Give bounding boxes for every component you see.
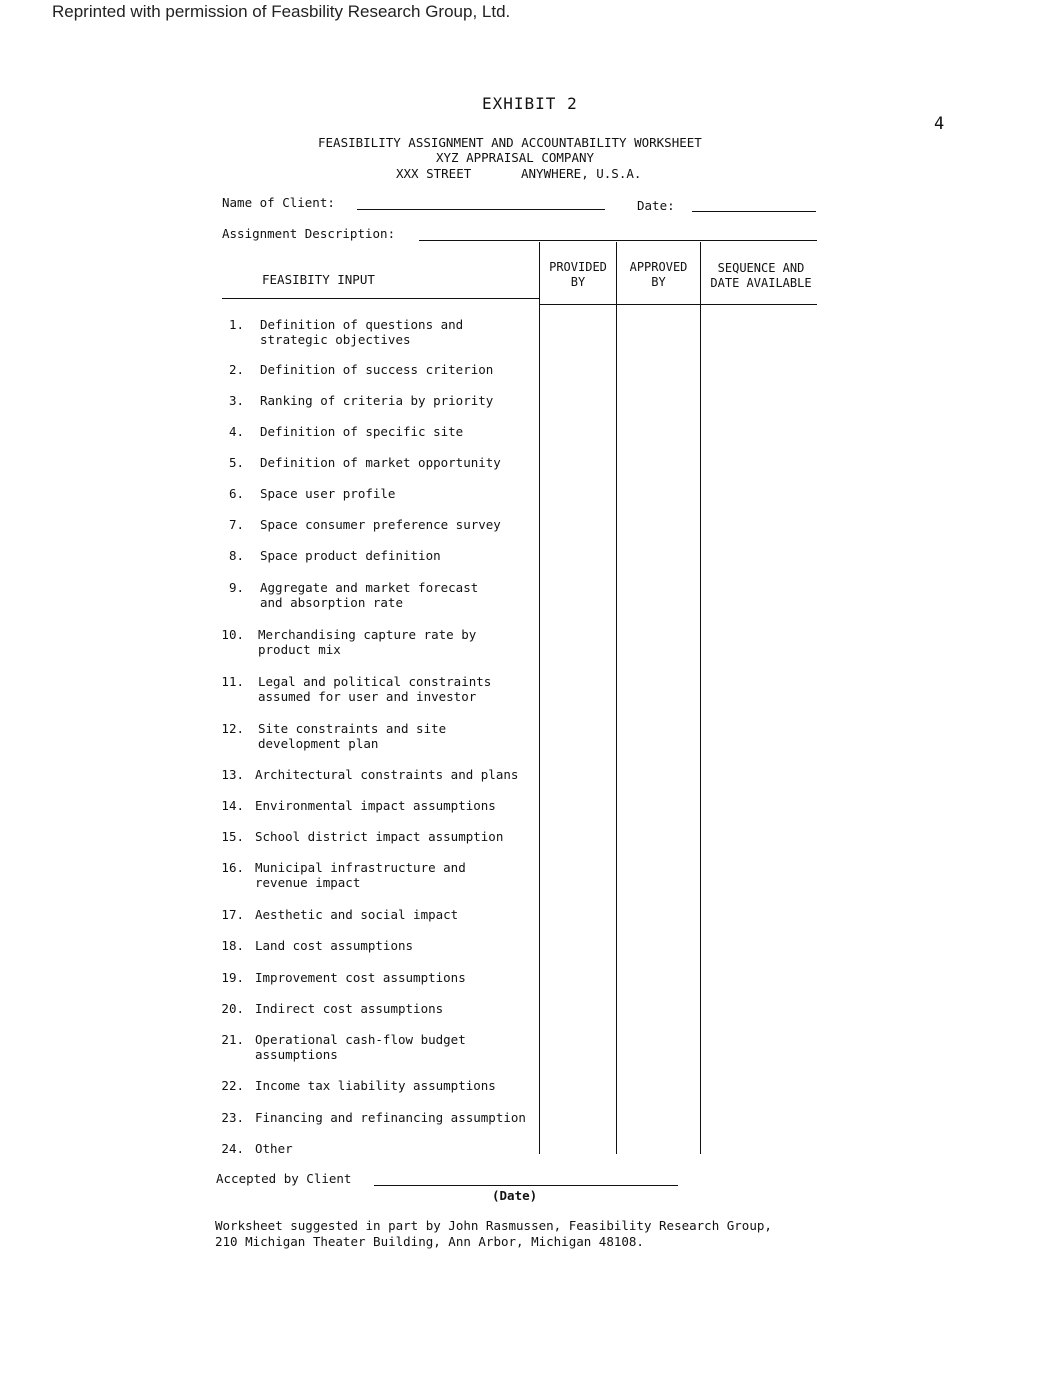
item-number: 22. <box>221 1078 244 1093</box>
item-text <box>255 798 496 813</box>
item-text-line: Definition of questions and <box>260 317 464 332</box>
item-text-line: Space product definition <box>260 548 441 563</box>
item-number: 8. <box>228 548 244 563</box>
item-text-line: Improvement cost assumptions <box>255 970 466 985</box>
item-number: 24. <box>221 1141 244 1156</box>
item-text-line: Other <box>255 1141 293 1156</box>
item-text-line: revenue impact <box>255 875 361 890</box>
column-header-sequence-line1: SEQUENCE AND <box>717 261 805 275</box>
accepted-by-field[interactable] <box>374 1185 678 1186</box>
item-text-line: Financing and refinancing assumption <box>255 1110 526 1125</box>
item-text-line: Site constraints and site <box>258 721 447 736</box>
table-header-rule-left <box>222 298 539 299</box>
column-header-sequence-line2: DATE AVAILABLE <box>710 276 812 290</box>
item-text <box>260 580 478 610</box>
item-number: 4. <box>228 424 244 439</box>
item-text-line: Space user profile <box>260 486 396 501</box>
item-text <box>255 1141 293 1156</box>
item-text <box>258 627 476 657</box>
item-number: 11. <box>221 674 244 689</box>
item-text-line: Aggregate and market forecast <box>260 580 479 595</box>
item-text <box>260 362 493 377</box>
item-number: 5. <box>228 455 244 470</box>
item-number: 6. <box>228 486 244 501</box>
footer-line-2: 210 Michigan Theater Building, Ann Arbor, Michigan 48108. <box>215 1234 644 1249</box>
item-text <box>260 517 501 532</box>
item-number: 20. <box>221 1001 244 1016</box>
column-divider-approved <box>616 242 617 1154</box>
item-number: 23. <box>221 1110 244 1125</box>
item-text <box>255 1001 443 1016</box>
item-text-line: Space consumer preference survey <box>260 517 501 532</box>
item-text <box>255 829 503 844</box>
item-text-line: Aesthetic and social impact <box>255 907 459 922</box>
item-text-line: Environmental impact assumptions <box>255 798 496 813</box>
column-header-approved-line2: BY <box>651 275 666 289</box>
item-number: 10. <box>221 627 244 642</box>
item-text-line: Indirect cost assumptions <box>255 1001 444 1016</box>
footer-line-1: Worksheet suggested in part by John Rasmussen, Feasibility Research Group, <box>215 1218 772 1233</box>
item-text <box>255 907 458 922</box>
item-text <box>255 970 466 985</box>
item-number: 7. <box>228 517 244 532</box>
item-number: 12. <box>221 721 244 736</box>
item-number: 21. <box>221 1032 244 1047</box>
item-text-line: Legal and political constraints <box>258 674 492 689</box>
item-text-line: Ranking of criteria by priority <box>260 393 494 408</box>
item-text <box>260 424 463 439</box>
item-text-line: product mix <box>258 642 341 657</box>
item-text <box>255 767 518 782</box>
item-text-line: Income tax liability assumptions <box>255 1078 496 1093</box>
item-text-line: strategic objectives <box>260 332 411 347</box>
item-text <box>255 938 413 953</box>
company-name: XYZ APPRAISAL COMPANY <box>436 150 595 165</box>
item-number: 16. <box>221 860 244 875</box>
column-header-provided-line2: BY <box>570 275 586 289</box>
column-divider-sequence <box>700 242 701 1154</box>
item-text <box>260 393 493 408</box>
item-number: 14. <box>221 798 244 813</box>
item-text-line: assumptions <box>255 1047 338 1062</box>
client-field[interactable] <box>357 209 605 210</box>
item-text-line: Municipal infrastructure and <box>255 860 466 875</box>
item-number: 1. <box>228 317 244 332</box>
footer-note <box>215 1218 772 1250</box>
item-text-line: Operational cash-flow budget <box>255 1032 466 1047</box>
company-street: XXX STREET <box>396 166 472 181</box>
date-field[interactable] <box>692 211 816 212</box>
item-text <box>260 548 441 563</box>
date-label: Date: <box>637 198 675 213</box>
item-text <box>258 721 446 751</box>
column-header-approved-line1: APPROVED <box>629 260 688 274</box>
item-text <box>255 1110 526 1125</box>
column-header-provided <box>540 260 616 290</box>
item-text <box>255 1078 496 1093</box>
item-number: 2. <box>228 362 244 377</box>
item-number: 15. <box>221 829 244 844</box>
item-text-line: Definition of success criterion <box>260 362 494 377</box>
item-number: 13. <box>221 767 244 782</box>
table-header-rule-right <box>539 304 817 305</box>
item-text <box>255 1032 466 1062</box>
column-header-approved <box>617 260 700 290</box>
worksheet-title: FEASIBILITY ASSIGNMENT AND ACCOUNTABILITY WORKSHEET <box>318 135 702 150</box>
client-label: Name of Client: <box>222 195 335 210</box>
item-text-line: School district impact assumption <box>255 829 504 844</box>
column-header-provided-line1: PROVIDED <box>549 260 607 274</box>
item-number: 19. <box>221 970 244 985</box>
item-text-line: Merchandising capture rate by <box>258 627 477 642</box>
page-number: 4 <box>934 114 945 134</box>
item-number: 17. <box>221 907 244 922</box>
item-text-line: and absorption rate <box>260 595 403 610</box>
column-header-input: FEASIBITY INPUT <box>262 272 375 287</box>
item-text <box>258 674 491 704</box>
item-text <box>260 455 501 470</box>
exhibit-title: EXHIBIT 2 <box>482 94 578 113</box>
item-text-line: development plan <box>258 736 379 751</box>
column-header-sequence <box>702 261 820 291</box>
item-text-line: Definition of specific site <box>260 424 464 439</box>
item-number: 18. <box>221 938 244 953</box>
acceptance-date-caption: (Date) <box>492 1188 538 1203</box>
item-number: 3. <box>228 393 244 408</box>
item-text <box>260 486 395 501</box>
accepted-by-label: Accepted by Client <box>216 1171 352 1186</box>
item-text-line: assumed for user and investor <box>258 689 477 704</box>
item-text <box>260 317 463 347</box>
item-number: 9. <box>228 580 244 595</box>
reprint-notice: Reprinted with permission of Feasbility Research Group, Ltd. <box>52 2 511 21</box>
assignment-label: Assignment Description: <box>222 226 396 241</box>
item-text-line: Land cost assumptions <box>255 938 414 953</box>
item-text-line: Architectural constraints and plans <box>255 767 519 782</box>
item-text <box>255 860 466 890</box>
assignment-field[interactable] <box>419 240 817 241</box>
item-text-line: Definition of market opportunity <box>260 455 501 470</box>
column-divider-provided <box>539 242 540 1154</box>
company-city: ANYWHERE, U.S.A. <box>521 166 642 181</box>
